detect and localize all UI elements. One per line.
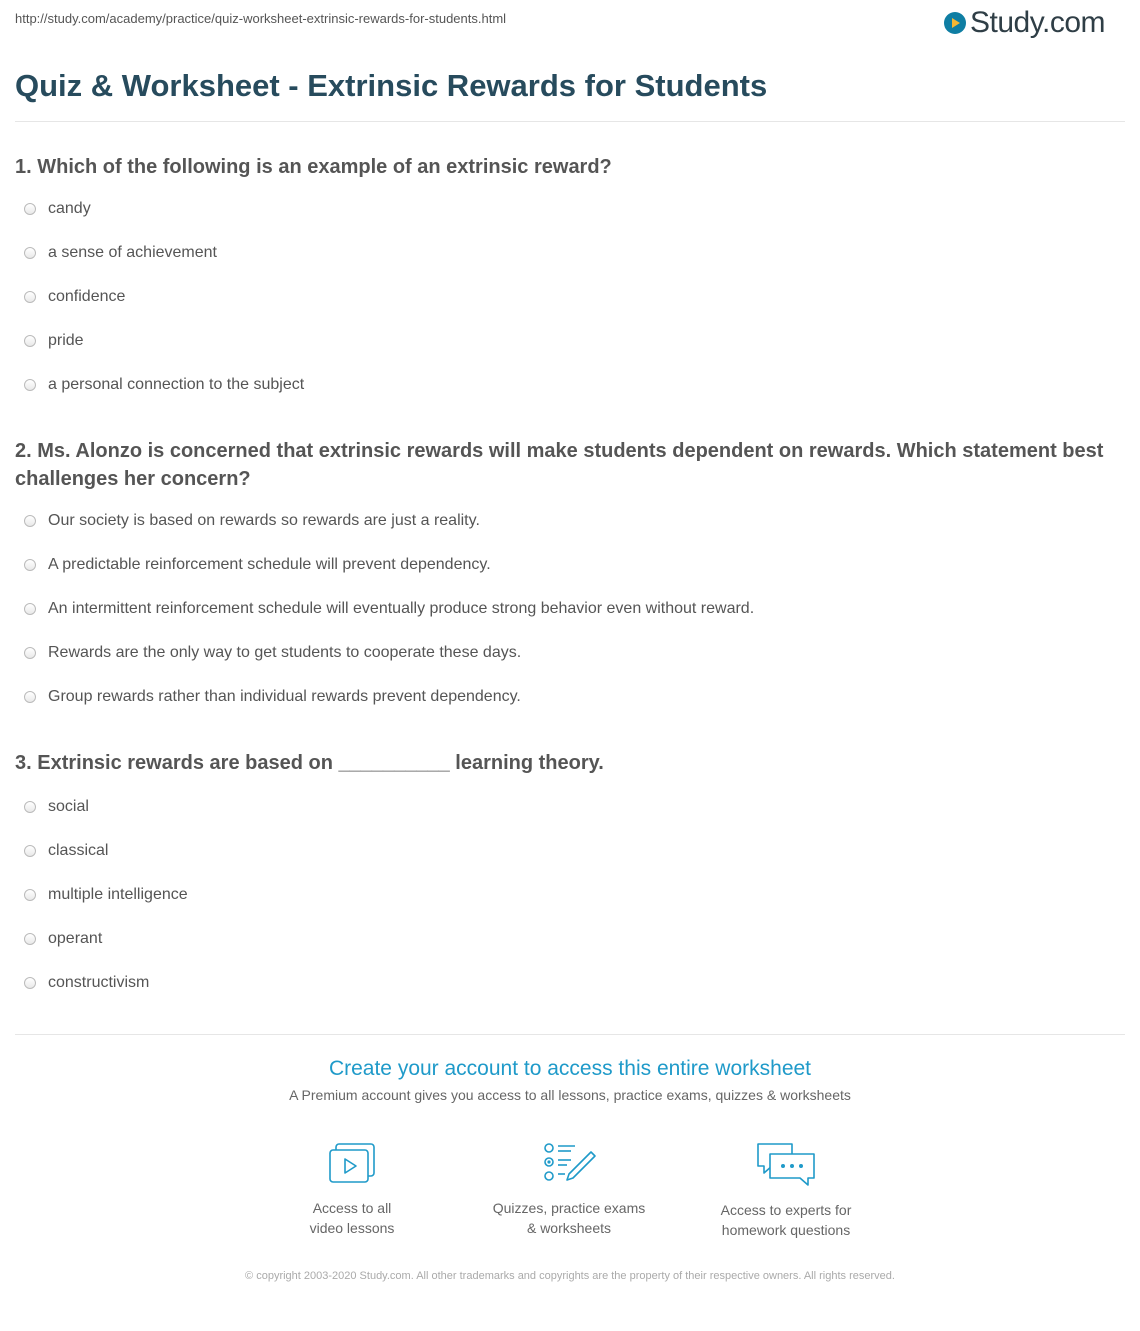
radio-button[interactable] xyxy=(24,335,36,347)
answer-option[interactable]: Our society is based on rewards so rewards are just a reality. xyxy=(24,512,480,530)
feature-label-line1: Access to all xyxy=(312,1200,392,1216)
answer-option[interactable]: candy xyxy=(24,200,91,218)
answer-option[interactable]: a personal connection to the subject xyxy=(24,376,304,394)
answer-option[interactable]: multiple intelligence xyxy=(24,886,188,904)
feature-quizzes xyxy=(469,1140,669,1238)
radio-button[interactable] xyxy=(24,933,36,945)
question-1: 1. Which of the following is an example of an extrinsic reward? xyxy=(15,156,612,178)
answer-option[interactable]: pride xyxy=(24,332,84,350)
answer-option[interactable]: An intermittent reinforcement schedule will eventually produce strong behavior even without reward. xyxy=(24,600,754,618)
answer-option[interactable]: operant xyxy=(24,930,102,948)
feature-label-line2: & worksheets xyxy=(526,1220,612,1236)
answer-option[interactable]: Group rewards rather than individual rewards prevent dependency. xyxy=(24,688,521,706)
answer-option[interactable]: A predictable reinforcement schedule will prevent dependency. xyxy=(24,556,491,574)
feature-label-line2: video lessons xyxy=(309,1220,395,1236)
radio-button[interactable] xyxy=(24,291,36,303)
radio-button[interactable] xyxy=(24,379,36,391)
radio-button[interactable] xyxy=(24,515,36,527)
radio-button[interactable] xyxy=(24,247,36,259)
create-account-link[interactable]: Create your account to access this entire worksheet xyxy=(328,1057,812,1080)
copyright-notice: © copyright 2003-2020 Study.com. All other trademarks and copyrights are the property of their respective owners. All rights reserved. xyxy=(245,1270,895,1282)
answer-option[interactable]: social xyxy=(24,798,89,816)
feature-label-line1: Quizzes, practice exams xyxy=(492,1200,646,1216)
title-divider xyxy=(15,121,1125,122)
answer-option[interactable]: confidence xyxy=(24,288,125,306)
logo-text: Study.com xyxy=(970,6,1105,39)
radio-button[interactable] xyxy=(24,603,36,615)
radio-button[interactable] xyxy=(24,889,36,901)
cta-divider xyxy=(15,1034,1125,1035)
video-lessons-icon xyxy=(326,1140,378,1186)
radio-button[interactable] xyxy=(24,647,36,659)
feature-label-line1: Access to experts for xyxy=(720,1202,852,1218)
cta-subtitle: A Premium account gives you access to all lessons, practice exams, quizzes & worksheets xyxy=(289,1087,851,1103)
study-logo[interactable] xyxy=(944,6,1105,40)
chat-bubbles-icon xyxy=(754,1140,818,1188)
answer-option[interactable]: constructivism xyxy=(24,974,149,992)
answer-option[interactable]: classical xyxy=(24,842,108,860)
page-title: Quiz & Worksheet - Extrinsic Rewards for Students xyxy=(15,68,768,103)
radio-button[interactable] xyxy=(24,691,36,703)
radio-button[interactable] xyxy=(24,801,36,813)
question-2: 2. Ms. Alonzo is concerned that extrinsic rewards will make students dependent on rewards. Which statement best challenges her concern? xyxy=(15,440,1104,490)
quiz-list-icon xyxy=(541,1140,597,1186)
page-url: http://study.com/academy/practice/quiz-worksheet-extrinsic-rewards-for-students.html xyxy=(15,11,507,26)
play-logo-icon xyxy=(944,12,966,34)
answer-option[interactable]: Rewards are the only way to get students to cooperate these days. xyxy=(24,644,521,662)
feature-video-lessons xyxy=(252,1140,452,1238)
radio-button[interactable] xyxy=(24,845,36,857)
feature-label-line2: homework questions xyxy=(721,1222,851,1238)
radio-button[interactable] xyxy=(24,559,36,571)
answer-option[interactable]: a sense of achievement xyxy=(24,244,217,262)
radio-button[interactable] xyxy=(24,977,36,989)
radio-button[interactable] xyxy=(24,203,36,215)
feature-experts xyxy=(686,1140,886,1240)
question-3: 3. Extrinsic rewards are based on __________ learning theory. xyxy=(15,752,604,774)
